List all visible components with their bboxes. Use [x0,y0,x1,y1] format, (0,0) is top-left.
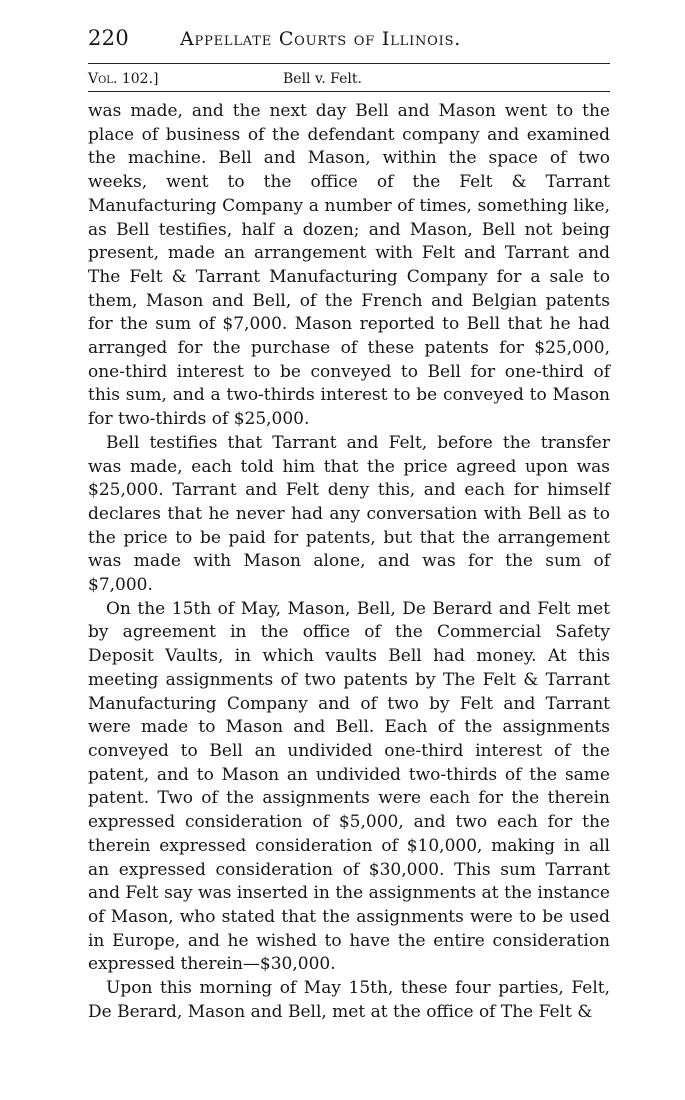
running-title: Appellate Courts of Illinois. [180,28,462,50]
volume-label: Vol. 102.] [88,71,159,87]
paragraph-may-15-meeting: On the 15th of May, Mason, Bell, De Berard and Felt met by agreement in the office of the Commercial Safety Deposit Vaults, in which vaults Bell had money. At this meeting assignments of two patents by The Felt & Tarrant Manufacturing Company and of two by Felt and Tarrant were made to Mason and Bell. Each of the assignments conveyed to Bell an undivided one-third interest of the patent, and to Mason an undivided two-thirds of the same patent. Two of the assignments were each for the therein expressed consideration of $5,000, and two each for the therein expressed consideration of $10,000, making in all an expressed consideration of $30,000. This sum Tarrant and Felt say was inserted in the assignments at the instance of Mason, who stated that the assignments were to be used in Europe, and he wished to have the entire consideration expressed therein—$30,000. [88,598,610,975]
paragraph-upon-this-morning: Upon this morning of May 15th, these four parties, Felt, De Berard, Mason and Bell, met at the office of The Felt & [88,978,610,1022]
case-name: Bell v. Felt. [283,71,362,87]
paragraph-bell-testifies: Bell testifies that Tarrant and Felt, before the transfer was made, each told him that the price agreed upon was $25,000. Tarrant and Felt deny this, and each for himself declares that he never had any conversation with Bell as to the price to be paid for patents, but that the arrangement was made with Mason alone, and was for the sum of $7,000. [88,432,610,596]
document-page [88,26,610,1024]
subheader-rule [88,91,610,92]
opinion-text [88,100,610,1024]
page-header [88,26,610,60]
page-number: 220 [88,26,129,50]
paragraph-continued: was made, and the next day Bell and Mason went to the place of business of the defendant company and examined the machine. Bell and Mason, within the space of two weeks, went to the office of the Felt & Tarrant Manufacturing Company a number of times, something like, as Bell testifies, half a dozen; and Mason, Bell not being present, made an arrangement with Felt and Tarrant and The Felt & Tarrant Manufacturing Company for a sale to them, Mason and Bell, of the French and Belgian patents for the sum of $7,000. Mason reported to Bell that he had arranged for the purchase of these patents for $25,000, one-third interest to be conveyed to Bell for one-third of this sum, and a two-thirds interest to be conveyed to Mason for two-thirds of $25,000. [88,101,610,430]
case-subheader [88,64,610,91]
